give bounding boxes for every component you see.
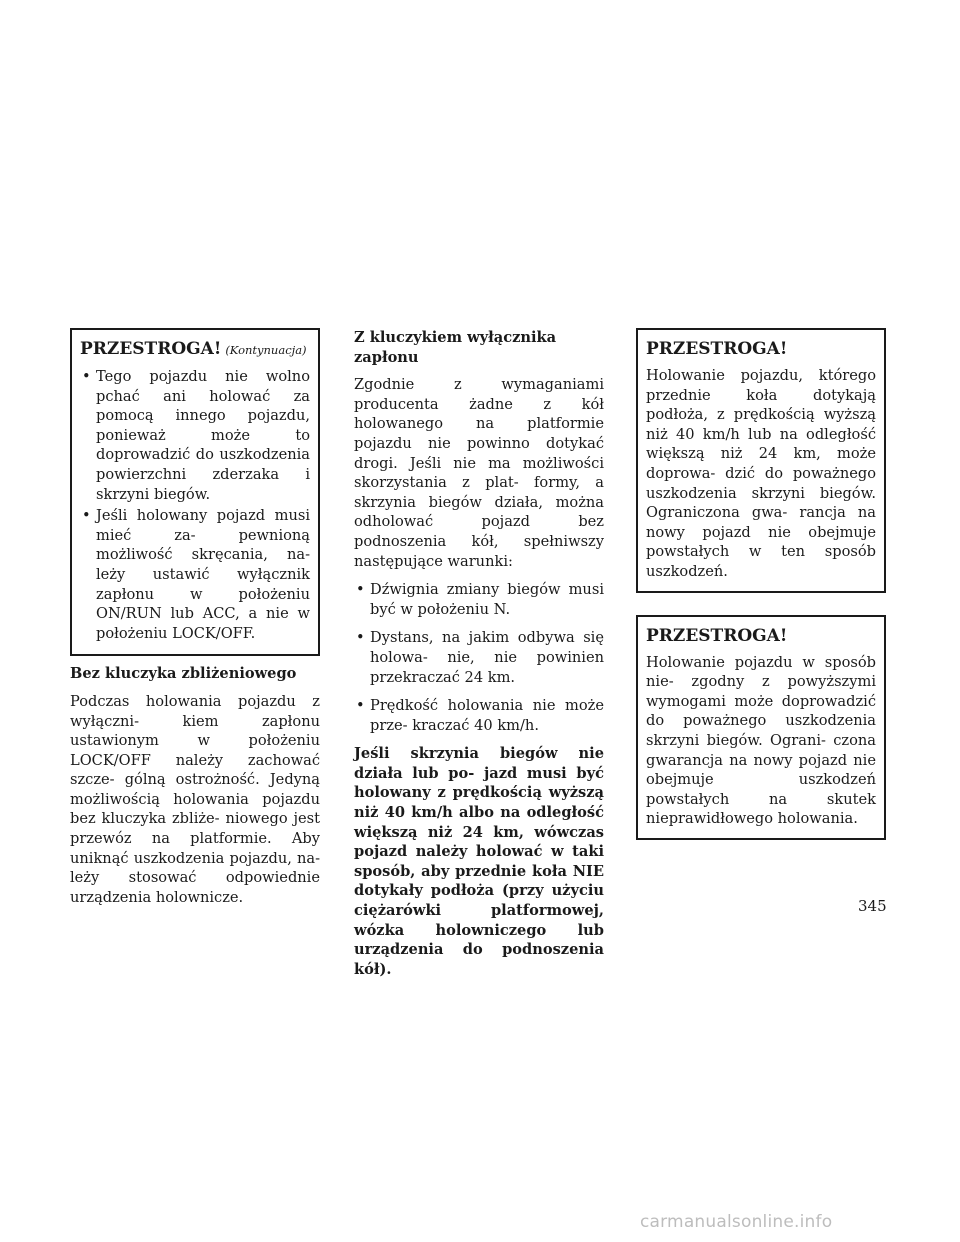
warning-text: Holowanie pojazdu, którego przednie koła dotykają podłoża, z prędkością wyższą niż 40 km/h lub na odległość większą niż 24 km, może doprowa- dzić do poważnego uszkodzenia skrzyni biegów. Ograniczona gwa- rancja na nowy pojazd nie obejmuje powstałych w ten sposób uszkodzeń. [646,367,876,580]
warning-continued-label: (Kontynuacja) [225,343,307,357]
warning-bullet-item: • Tego pojazdu nie wolno pchać ani holować za pomocą innego pojazdu, ponieważ może to doprowadzić do uszkodzenia powierzchni zderzaka i skrzyni biegów. [80,367,310,504]
warning-bullet-item: • Jeśli holowany pojazd musi mieć za- pewnioną możliwość skręcania, na- leży ustawić wyłącznik zapłonu w położeniu ON/RUN lub ACC, a nie w położeniu LOCK/OFF. [80,506,310,643]
warning-text: Holowanie pojazdu w sposób nie- zgodny z powyższymi wymogami może doprowadzić do poważnego uszkodzenia skrzyni biegów. Ograni- czona gwarancja na nowy pojazd nie obejmuje uszkodzeń powstałych na skutek nieprawidłowego holowania. [646,653,876,828]
warning-title: PRZESTROGA! [646,339,788,359]
watermark: carmanualsonline.info [640,1212,833,1232]
page-number: 345 [858,897,887,915]
condition-bullet-item: • Prędkość holowania nie może prze- kraczać 40 km/h. [354,696,604,735]
section-paragraph: Zgodnie z wymaganiami producenta żadne z kół holowanego na platformie pojazdu nie powinno dotykać drogi. Jeśli nie ma możliwości skorzystania z plat- formy, a skrzynia biegów działa, można odholować pojazd bez podnoszenia kół, spełniwszy następujące warunki: [354,376,604,570]
conditions-bullet-list [354,580,604,735]
column-middle [354,328,604,979]
section-heading-no-proximity-key: Bez kluczyka zbliżeniowego [70,665,297,683]
section-heading-with-ignition-key: Z kluczykiem wyłącznika zapłonu [354,329,557,366]
warning-box-continued [70,328,320,656]
bold-instruction-paragraph: Jeśli skrzynia biegów nie działa lub po- jazd musi być holowany z prędkością wyższą niż 40 km/h albo na odległość większą niż 24 km, wówczas pojazd należy holować w taki sposób, aby przednie koła NIE dotykały podłoża (przy użyciu ciężarówki platformowej, wózka holowniczego lub urządzenia do podnoszenia kół). [354,745,604,978]
warning-title [80,338,310,361]
condition-bullet-item: • Dźwignia zmiany biegów musi być w położeniu N. [354,580,604,619]
warning-box-1 [636,328,886,593]
warning-title: PRZESTROGA! [646,625,788,646]
warning-box-2 [636,615,886,840]
warning-title-text: PRZESTROGA! [80,339,222,359]
warning-bullet-list [80,367,310,643]
section-paragraph: Podczas holowania pojazdu z wyłączni- kiem zapłonu ustawionym w położeniu LOCK/OFF należy zachować szcze- gólną ostrożność. Jedyną możliwością holowania pojazdu bez kluczyka zbliże- niowego jest przewóz na platformie. Aby uniknąć uszkodzenia pojazdu, na- leży stosować odpowiednie urządzenia holownicze. [70,692,320,906]
spacer [636,593,886,615]
column-right [636,328,886,840]
column-left [70,328,320,916]
condition-bullet-item: • Dystans, na jakim odbywa się holowa- nie, nie powinien przekraczać 24 km. [354,628,604,687]
